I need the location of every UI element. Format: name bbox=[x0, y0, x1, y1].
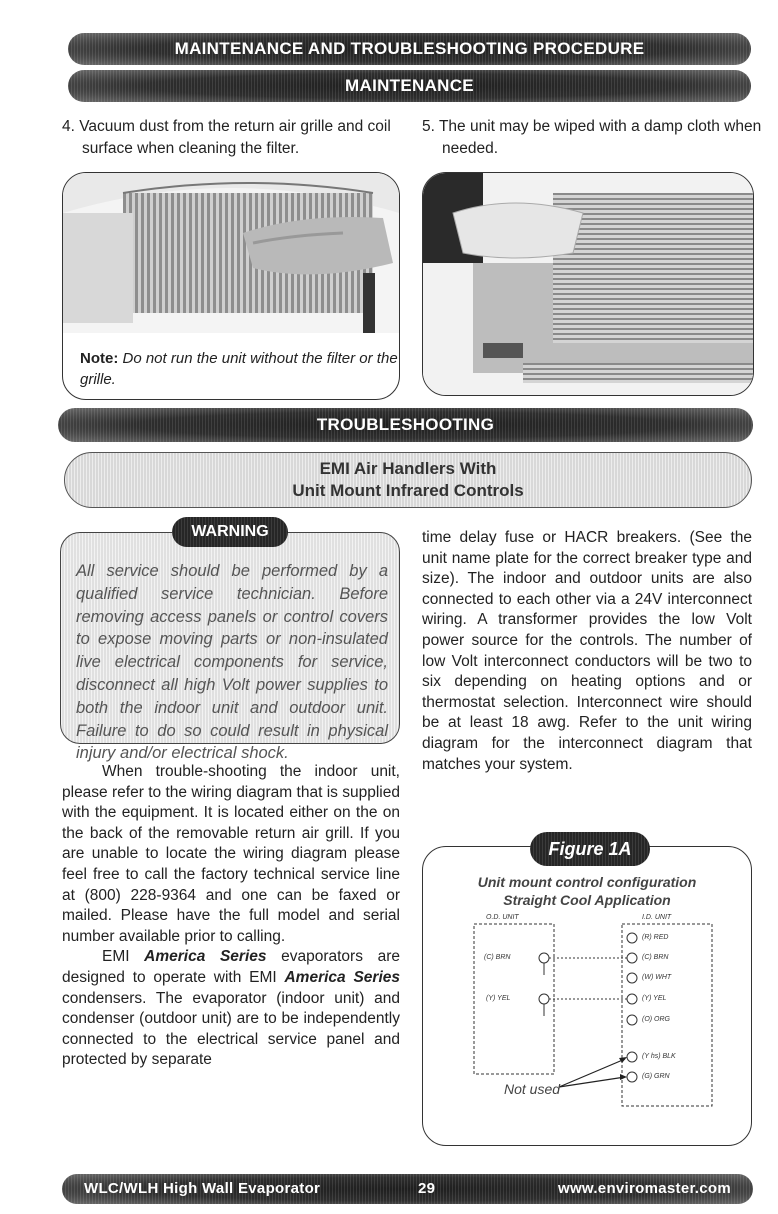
note-text: Do not run the unit without the filter or the grille. bbox=[80, 350, 398, 388]
footer-title: WLC/WLH High Wall Evaporator bbox=[84, 1180, 321, 1197]
id-terminal-blk bbox=[627, 1052, 637, 1062]
id-terminal-r-label: (R) RED bbox=[642, 934, 669, 941]
right-column: time delay fuse or HACR breakers. (See the unit name plate for the correct breaker type and size). The indoor and outdoor units are also connected to each other via a 24V interconnect wiring. A transformer provides the low Volt power source for the controls. The number of low Volt interconnect conductors will be two to six depending on heating options and or thermostat selection. Interconnect wire should be at least 18 awg. Refer to the unit wiring diagram for the interconnect diagram that matches your system. bbox=[422, 529, 752, 773]
figure-title-1: Unit mount control configuration bbox=[477, 874, 697, 890]
id-terminal-y-label: (Y) YEL bbox=[642, 995, 667, 1002]
id-terminal-c-label: (C) BRN bbox=[642, 954, 669, 961]
id-terminal-blk-label: (Y hs) BLK bbox=[642, 1053, 676, 1060]
figure-title-2: Straight Cool Application bbox=[503, 892, 671, 908]
para2-c: evaporators are designed to operate with EMI bbox=[62, 948, 400, 986]
arrow-blk bbox=[559, 1059, 625, 1087]
note-label: Note: bbox=[80, 350, 119, 367]
emi-line-1: EMI Air Handlers With bbox=[319, 459, 497, 478]
wiring-diagram bbox=[424, 920, 748, 1110]
wipe-photo-frame bbox=[422, 172, 754, 396]
footer-bar bbox=[62, 1174, 753, 1204]
od-unit-label: O.D. UNIT bbox=[486, 914, 519, 921]
footer-url: www.enviromaster.com bbox=[557, 1180, 731, 1197]
not-used-label: Not used bbox=[504, 1081, 561, 1097]
step-4: 4. Vacuum dust from the return air grille and coil surface when cleaning the filter. bbox=[62, 118, 391, 157]
warning-text: All service should be performed by a qualified service technician. Before removing access panels or control covers to expose moving parts or non-insulated live electrical components for service, disconnect all high Volt power supplies to both the indoor unit and outdoor unit. Failure to do so could result in physical injury and/or electrical shock. bbox=[76, 562, 388, 763]
para2-d: America Series bbox=[284, 968, 400, 986]
arrow-grn bbox=[559, 1077, 625, 1087]
page-number: 29 bbox=[418, 1180, 436, 1197]
para2-e: condensers. The evaporator (indoor unit) and condenser (outdoor unit) are to be independently connected to the electrical service panel and protected by separate bbox=[62, 989, 400, 1069]
id-terminal-o bbox=[627, 1015, 637, 1025]
wipe-photo bbox=[423, 173, 753, 395]
id-terminal-w-label: (W) WHT bbox=[642, 974, 672, 981]
para2-a: EMI bbox=[102, 948, 145, 966]
para2-b: America Series bbox=[144, 948, 267, 966]
troubleshooting-header: TROUBLESHOOTING bbox=[58, 408, 753, 442]
emi-subheader bbox=[64, 452, 752, 508]
id-terminal-o-label: (O) ORG bbox=[642, 1016, 670, 1023]
para-wiring: When trouble-shooting the indoor unit, please refer to the wiring diagram that is supplied with the equipment. It is located either on the on the back of the removable return air grill. If you are unable to locate the wiring diagram please feel free to call the factory technical service line at (800) 228-9364 and one can be faxed or mailed. Please have the full model and serial number available prior to calling. bbox=[62, 763, 400, 945]
od-terminal-y bbox=[539, 994, 549, 1004]
para-america-series bbox=[62, 947, 400, 1071]
od-terminal-c bbox=[539, 953, 549, 963]
id-terminal-g-label: (G) GRN bbox=[642, 1073, 670, 1080]
main-header: MAINTENANCE AND TROUBLESHOOTING PROCEDURE bbox=[68, 33, 751, 65]
vacuum-photo bbox=[63, 173, 399, 333]
maintenance-header: MAINTENANCE bbox=[68, 70, 751, 102]
id-terminal-g bbox=[627, 1072, 637, 1082]
warning-label: WARNING bbox=[172, 517, 288, 547]
step-5: 5. The unit may be wiped with a damp cloth when needed. bbox=[422, 118, 762, 157]
emi-line-2: Unit Mount Infrared Controls bbox=[292, 481, 524, 500]
id-terminal-c bbox=[627, 953, 637, 963]
id-terminal-r bbox=[627, 933, 637, 943]
maintenance-note bbox=[80, 348, 400, 390]
left-column bbox=[62, 762, 400, 1071]
figure-label: Figure 1A bbox=[530, 832, 650, 866]
od-terminal-y-label: (Y) YEL bbox=[486, 995, 511, 1002]
id-unit-label: I.D. UNIT bbox=[642, 914, 672, 921]
id-terminal-w bbox=[627, 973, 637, 983]
id-terminal-y bbox=[627, 994, 637, 1004]
od-terminal-c-label: (C) BRN bbox=[484, 954, 511, 961]
